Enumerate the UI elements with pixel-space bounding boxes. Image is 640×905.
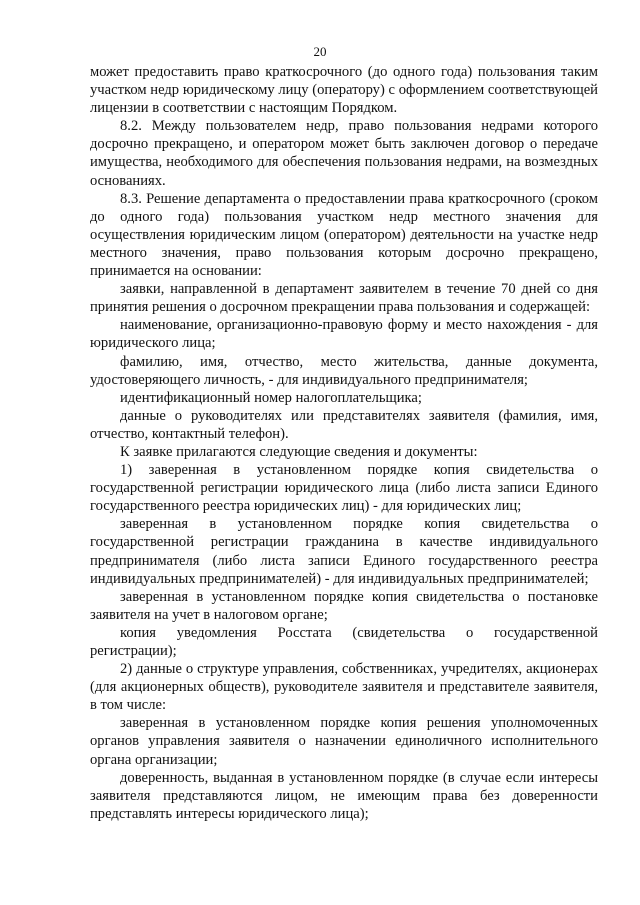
- paragraph-attachment-2: 2) данные о структуре управления, собственниках, учредителях, акционерах (для акционерных обществ), руководителе заявителя и представителе заявителя, в том числе:: [90, 661, 598, 714]
- paragraph-entrepreneur-certificate: заверенная в установленном порядке копия свидетельства о государственной регистрации гражданина в качестве индивидуального предпринимателя (либо листа записи Единого государственного реестра индивидуальных предпринимателей) - для индивидуальных предпринимателей;: [90, 516, 598, 587]
- paragraph-application: заявки, направленной в департамент заявителем в течение 70 дней со дня принятия решения о досрочном прекращении права пользования и содержащей:: [90, 281, 598, 316]
- paragraph-tax-registration: заверенная в установленном порядке копия свидетельства о постановке заявителя на учет в налоговом органе;: [90, 588, 598, 623]
- page-number: 20: [313, 44, 327, 59]
- paragraph-continuation: может предоставить право краткосрочного (до одного года) пользования таким участком недр юридическому лицу (оператору) с оформлением соответствующей лицензии в соответствии с настоящим Порядком.: [90, 64, 598, 117]
- paragraph-executive-decision: заверенная в установленном порядке копия решения уполномоченных органов управления заявителя о назначении единоличного исполнительного органа организации;: [90, 715, 598, 768]
- paragraph-8-2: 8.2. Между пользователем недр, право пользования недрами которого досрочно прекращено, и оператором может быть заключен договор о передаче имущества, необходимого для обеспечения пользования недрами, на возмездных основаниях.: [90, 118, 598, 189]
- paragraph-fullname-item: фамилию, имя, отчество, место жительства, данные документа, удостоверяющего личность, - для индивидуального предпринимателя;: [90, 353, 598, 388]
- paragraph-attachment-1: 1) заверенная в установленном порядке копия свидетельства о государственной регистрации юридического лица (либо листа записи Единого государственного реестра юридических лиц) - для юридических лиц;: [90, 462, 598, 515]
- paragraph-attachments-intro: К заявке прилагаются следующие сведения и документы:: [120, 443, 478, 460]
- paragraph-name-item: наименование, организационно-правовую форму и место нахождения - для юридического лица;: [90, 317, 598, 352]
- paragraph-representatives-item: данные о руководителях или представителях заявителя (фамилия, имя, отчество, контактный телефон).: [90, 407, 598, 442]
- paragraph-8-3: 8.3. Решение департамента о предоставлении права краткосрочного (сроком до одного года) пользования участком недр местного значения для осуществления юридическим лицом (оператором) деятельности на участке недр местного значения, право пользования которым досрочно прекращено, принимается на основании:: [90, 190, 598, 280]
- paragraph-tax-id-item: идентификационный номер налогоплательщика;: [120, 389, 422, 406]
- paragraph-rosstat-notice: копия уведомления Росстата (свидетельства о государственной регистрации);: [90, 624, 598, 659]
- document-body: [90, 63, 598, 823]
- paragraph-power-of-attorney: доверенность, выданная в установленном порядке (в случае если интересы заявителя представляются лицом, не имеющим права без доверенности представлять интересы юридического лица);: [90, 769, 598, 822]
